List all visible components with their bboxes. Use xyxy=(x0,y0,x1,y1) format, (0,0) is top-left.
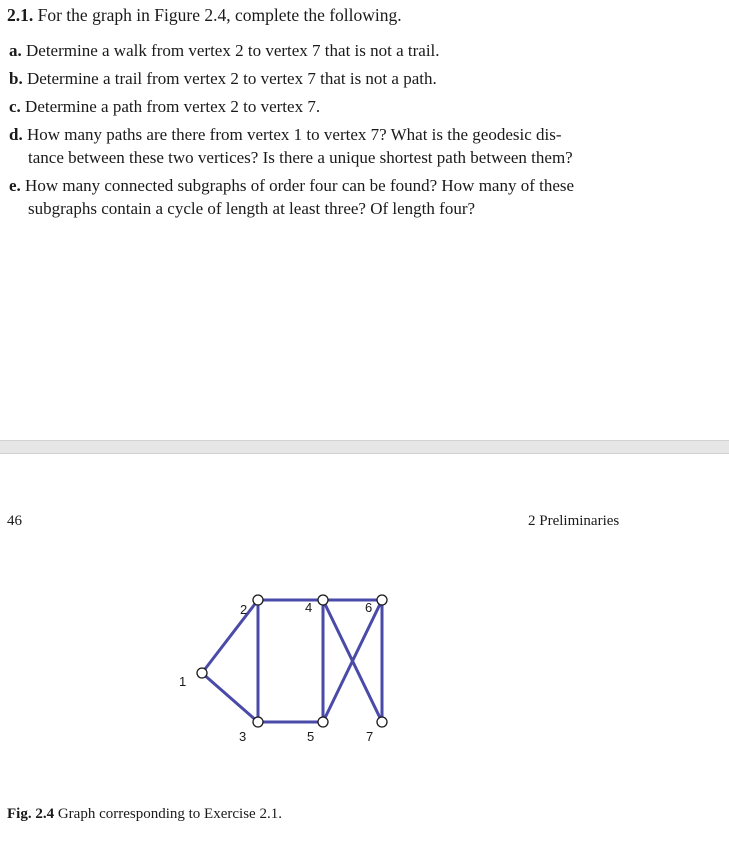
item-text: Determine a trail from vertex 2 to vertex 7 that is not a path. xyxy=(26,69,437,88)
vertex-4 xyxy=(318,595,328,605)
item-label: b. xyxy=(9,69,23,88)
exercise-item-e xyxy=(9,175,574,220)
vertex-1 xyxy=(197,668,207,678)
vertex-2 xyxy=(253,595,263,605)
exercise-item-c xyxy=(9,96,320,119)
exercise-item-a xyxy=(9,40,440,63)
item-label: e. xyxy=(9,176,21,195)
exercise-heading xyxy=(7,4,402,26)
item-text: How many connected subgraphs of order four can be found? How many of these xyxy=(25,176,575,195)
page-separator xyxy=(0,440,729,454)
vertex-5 xyxy=(318,717,328,727)
edge-1-3 xyxy=(202,673,258,722)
vertex-label-6: 6 xyxy=(365,600,373,615)
graph-diagram xyxy=(160,580,400,750)
item-label: a. xyxy=(9,41,22,60)
item-text: Determine a walk from vertex 2 to vertex 7 that is not a trail. xyxy=(26,41,440,60)
vertex-label-4: 4 xyxy=(305,600,313,615)
item-text: How many paths are there from vertex 1 to vertex 7? What is the geodesic dis- xyxy=(26,125,562,144)
exercise-intro: For the graph in Figure 2.4, complete the following. xyxy=(37,5,402,25)
vertex-label-7: 7 xyxy=(366,729,374,744)
item-text-continued: subgraphs contain a cycle of length at least three? Of length four? xyxy=(28,198,476,218)
page-number: 46 xyxy=(7,513,22,529)
item-text-continued: tance between these two vertices? Is there a unique shortest path between them? xyxy=(28,147,573,167)
vertex-6 xyxy=(377,595,387,605)
caption-text: Graph corresponding to Exercise 2.1. xyxy=(57,806,282,822)
caption-label: Fig. 2.4 xyxy=(7,806,55,822)
item-label: c. xyxy=(9,97,21,116)
vertex-label-5: 5 xyxy=(307,729,315,744)
exercise-item-d xyxy=(9,124,573,169)
item-text: Determine a path from vertex 2 to vertex 7. xyxy=(25,97,321,116)
figure-caption xyxy=(7,806,282,823)
item-label: d. xyxy=(9,125,23,144)
edge-1-2 xyxy=(202,600,258,673)
running-head: 2 Preliminaries xyxy=(528,513,620,529)
graph-figure xyxy=(160,580,400,755)
vertex-label-2: 2 xyxy=(240,602,248,617)
vertex-label-3: 3 xyxy=(239,729,247,744)
exercise-number: 2.1. xyxy=(7,5,34,25)
vertex-7 xyxy=(377,717,387,727)
vertex-label-1: 1 xyxy=(179,674,187,689)
exercise-item-b xyxy=(9,68,437,91)
vertex-3 xyxy=(253,717,263,727)
